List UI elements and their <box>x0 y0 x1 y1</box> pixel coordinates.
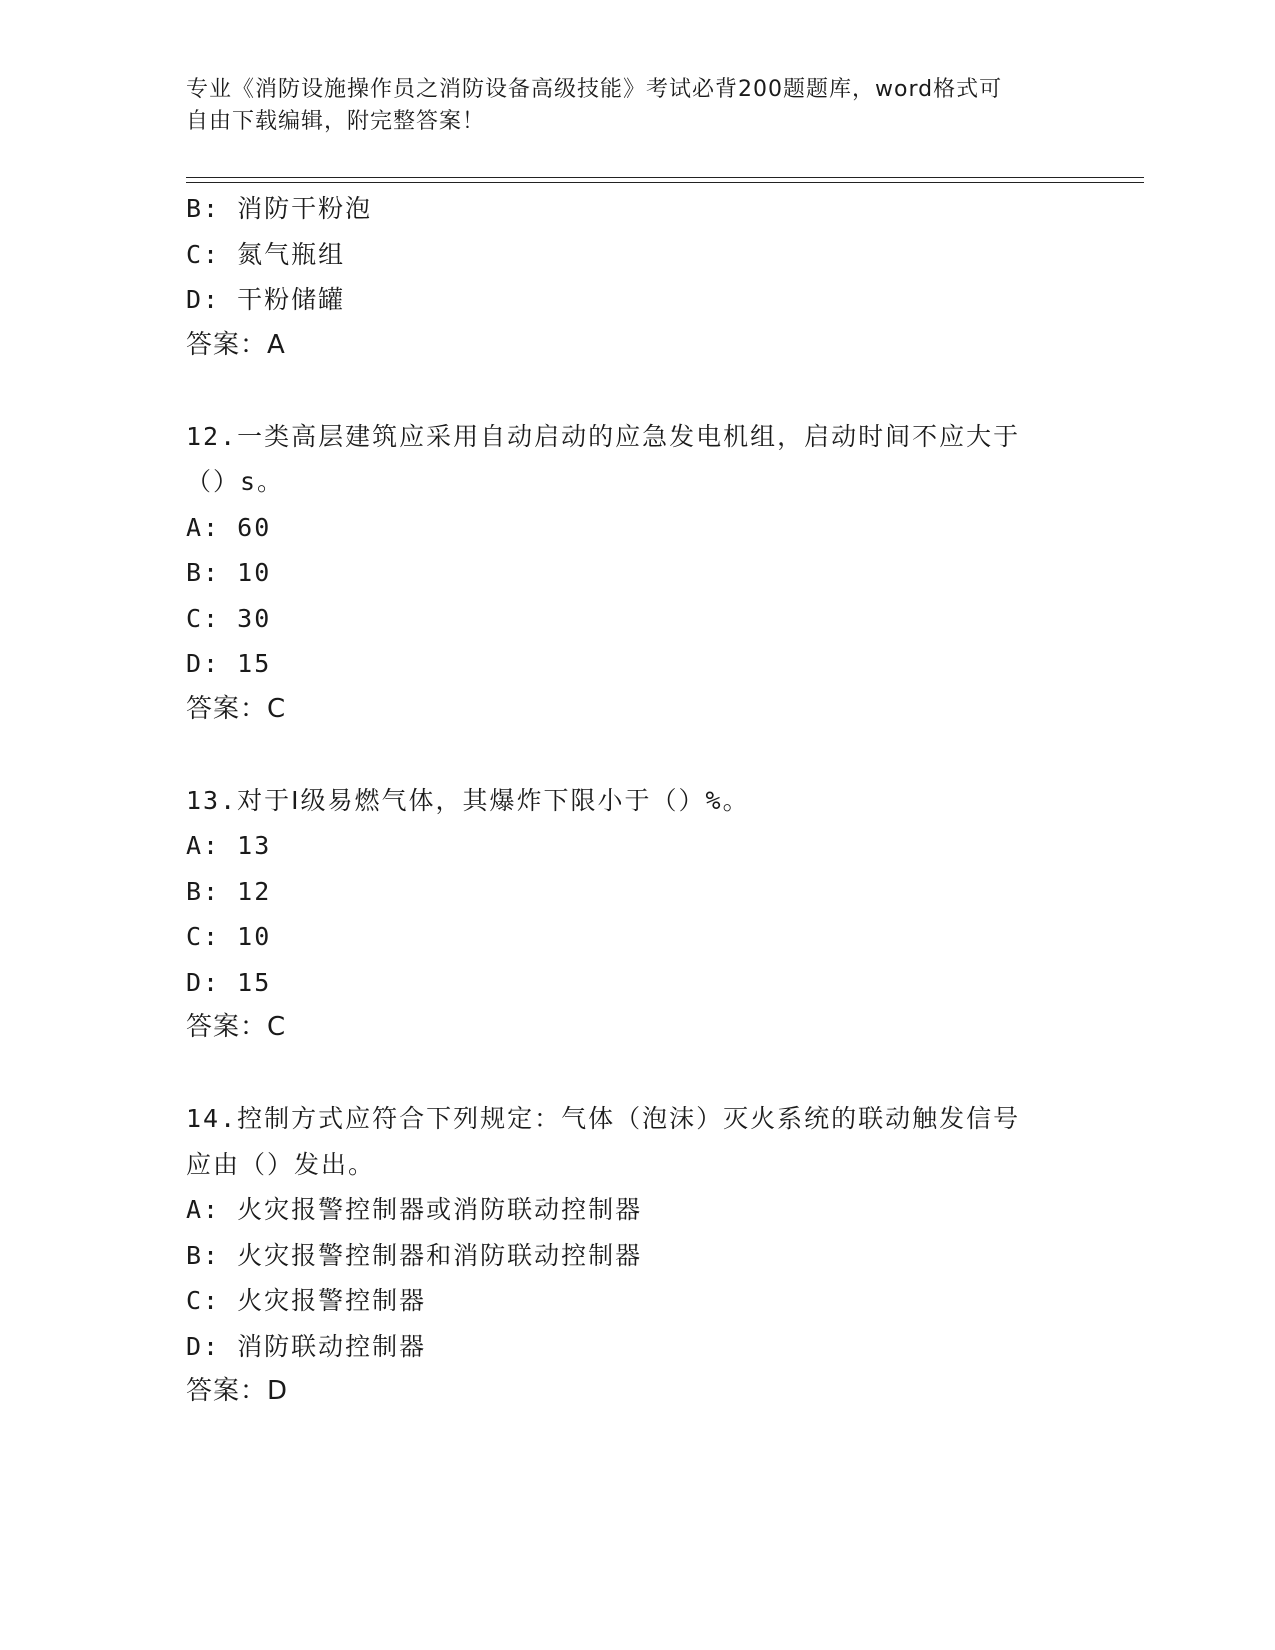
answer: 答案：C <box>186 693 287 724</box>
answer: 答案：A <box>186 329 286 360</box>
question-stem: 12.一类高层建筑应采用自动启动的应急发电机组，启动时间不应大于 <box>186 421 1021 451</box>
document-header <box>186 74 1086 138</box>
question-stem-cont: （）s。 <box>186 467 285 496</box>
option-d: D: 消防联动控制器 <box>186 1331 427 1361</box>
option-a: A: 13 <box>186 831 272 860</box>
spacer <box>186 732 1086 778</box>
question-12 <box>186 414 1086 733</box>
header-line-2: 自由下载编辑，附完整答案！ <box>186 109 486 134</box>
question-list <box>186 186 1086 1415</box>
option-b: B: 消防干粉泡 <box>186 194 373 223</box>
header-rule-bottom <box>186 182 1144 183</box>
option-b: B: 火灾报警控制器和消防联动控制器 <box>186 1240 643 1270</box>
question-11-continued <box>186 186 1086 368</box>
spacer <box>186 1051 1086 1097</box>
question-stem: 13.对于Ⅰ级易燃气体，其爆炸下限小于（）%。 <box>186 785 750 815</box>
spacer <box>186 368 1086 414</box>
question-stem-cont: 应由（）发出。 <box>186 1149 376 1179</box>
question-13 <box>186 778 1086 1051</box>
header-line-1: 专业《消防设施操作员之消防设备高级技能》考试必背200题题库，word格式可 <box>186 77 1003 102</box>
option-a: A: 火灾报警控制器或消防联动控制器 <box>186 1195 643 1224</box>
header-rule-top <box>186 177 1144 178</box>
question-14 <box>186 1096 1086 1415</box>
option-d: D: 15 <box>186 967 272 997</box>
option-b: B: 10 <box>186 558 272 587</box>
option-c: C: 火灾报警控制器 <box>186 1286 427 1315</box>
option-d: D: 干粉储罐 <box>186 285 346 314</box>
option-c: C: 10 <box>186 922 272 951</box>
option-d: D: 15 <box>186 649 272 678</box>
option-c: C: 30 <box>186 603 272 633</box>
question-stem: 14.控制方式应符合下列规定：气体（泡沫）灭火系统的联动触发信号 <box>186 1104 1021 1133</box>
option-b: B: 12 <box>186 876 272 906</box>
answer: 答案：D <box>186 1376 289 1406</box>
answer: 答案：C <box>186 1012 287 1042</box>
option-c: C: 氮气瓶组 <box>186 239 346 269</box>
option-a: A: 60 <box>186 512 272 542</box>
